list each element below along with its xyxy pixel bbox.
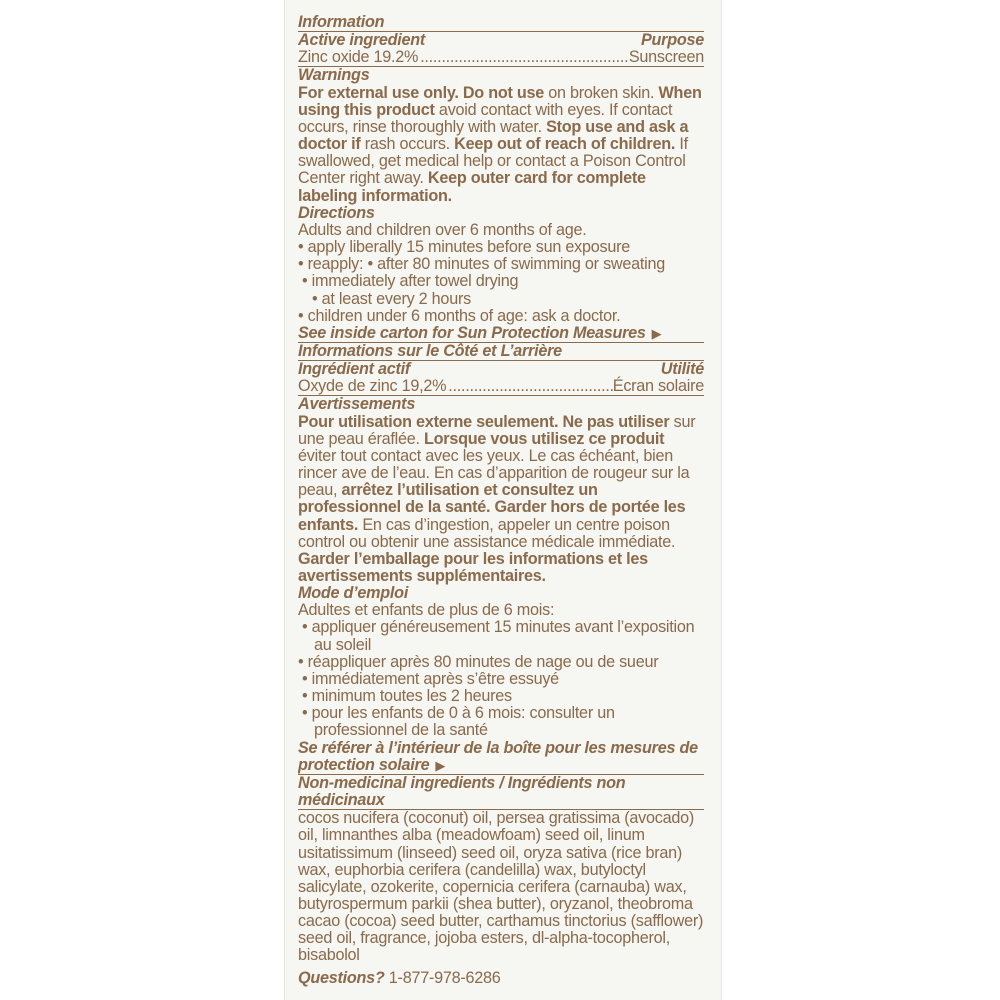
direction-item: • children under 6 months of age: ask a doctor. — [298, 306, 621, 325]
warning-bold: When using this product — [298, 83, 702, 119]
mode-emploi-title: Mode d’emploi — [298, 584, 409, 603]
information-title: Information — [298, 14, 385, 31]
warning-text: on broken skin. — [544, 83, 655, 102]
direction-item: • apply liberally 15 minutes before sun exposure — [298, 238, 631, 257]
leader-dots — [418, 49, 629, 66]
avertissements-title: Avertissements — [298, 395, 416, 414]
direction-subitem: • at least every 2 hours — [312, 289, 471, 308]
warning-text: avoid contact with eyes. If contact occurs, rinse thoroughly with water. — [298, 100, 673, 136]
mode-subitem: • immédiatement après s’être essuyé — [302, 669, 559, 688]
avertissements-text — [298, 414, 704, 586]
warning-bold: Pour utilisation externe seulement. Ne pas utiliser — [298, 412, 670, 431]
se-referer-note — [298, 740, 704, 774]
informations-fr-title: Informations sur le Côté et L’arrière — [298, 341, 562, 360]
se-referer-text: Se référer à l’intérieur de la boîte pour les mesures de protection solaire — [298, 738, 698, 774]
drug-facts-label — [298, 14, 704, 992]
ingredient-actif-row — [298, 378, 704, 395]
non-medicinal-title: Non-medicinal ingredients / Ingrédients non médicinaux — [298, 773, 626, 810]
warnings-title: Warnings — [298, 66, 370, 85]
warning-text: rash occurs. — [360, 135, 450, 154]
triangle-right-icon: ▶ — [435, 757, 446, 773]
utilite-header: Utilité — [660, 360, 704, 379]
mode-subitem: • minimum toutes les 2 heures — [302, 687, 512, 706]
see-inside-note — [298, 325, 704, 342]
mode-item: • réappliquer après 80 minutes de nage ou de sueur — [298, 652, 659, 671]
mode-item: • appliquer généreusement 15 minutes avant l’exposition au soleil — [302, 618, 695, 654]
warning-bold: Keep out of reach of children. — [449, 135, 676, 154]
triangle-right-icon: ▶ — [651, 325, 662, 341]
warning-text: sur une peau éraflée. — [298, 412, 696, 448]
active-ingredient-header-row — [298, 32, 704, 49]
directions-title: Directions — [298, 203, 375, 222]
mode-intro: Adultes et enfants de plus de 6 mois: — [298, 601, 555, 620]
warning-bold: For external use only. Do not use — [298, 83, 544, 102]
utilite: Écran solaire — [612, 377, 704, 396]
warning-bold: arrêtez l’utilisation et consultez un professionnel de la santé. Garder hors de portée les enfants. — [298, 481, 686, 534]
direction-subitem: • immediately after towel drying — [302, 272, 519, 291]
warning-text: If swallowed, get medical help or contact a Poison Control Center right away. — [298, 135, 688, 188]
leader-dots — [446, 378, 613, 395]
purpose-header: Purpose — [640, 31, 704, 50]
warning-bold: Garder l’emballage pour les informations et les avertissements supplémentaires. — [298, 549, 648, 585]
warning-text: éviter tout contact avec les yeux. Le cas échéant, bien rincer ave de l’eau. En cas d’apparition de rougeur sur la peau, — [298, 446, 690, 500]
questions-phone: 1-877-978-6286 — [388, 968, 501, 987]
warning-text: En cas d’ingestion, appeler un centre poison control ou obtenir une assistance médicale immédiate. — [298, 515, 676, 551]
directions-intro: Adults and children over 6 months of age. — [298, 220, 587, 239]
active-ingredient: Zinc oxide 19.2% — [298, 48, 419, 67]
warning-bold: Keep outer card for complete labeling information. — [298, 169, 646, 205]
see-inside-text: See inside carton for Sun Protection Measures — [298, 323, 646, 342]
warning-bold: Lorsque vous utilisez ce produit — [419, 429, 665, 448]
ingredient-actif-header: Ingrédient actif — [298, 360, 411, 379]
purpose: Sunscreen — [628, 48, 704, 67]
questions-line — [298, 970, 704, 987]
warnings-text — [298, 85, 704, 205]
direction-item: • reapply: • after 80 minutes of swimming or sweating — [298, 255, 665, 274]
active-ingredient-header: Active ingredient — [298, 31, 426, 50]
warning-bold: Stop use and ask a doctor if — [298, 117, 689, 154]
ingredient-actif: Oxyde de zinc 19,2% — [298, 377, 447, 396]
ingredients-list: cocos nucifera (coconut) oil, persea gratissima (avocado) oil, limnanthes alba (meadowfoam) seed oil, linum usitatissimum (linseed) seed oil, oryza sativa (rice bran) wax, euphorbia cerifera (candelilla) wax, butyloctyl salicylate, ozokerite, copernicia cerifera (carnauba) wax, butyrospermum parkii (shea butter), oryzanol, theobroma cacao (cocoa) seed butter, carthamus tinctorius (safflower) seed oil, fragrance, jojoba esters, dl-alpha-tocopherol, bisabolol — [298, 809, 704, 965]
ingredient-actif-header-row — [298, 361, 704, 378]
active-ingredient-row — [298, 49, 704, 66]
mode-item: • pour les enfants de 0 à 6 mois: consulter un professionnel de la santé — [302, 704, 615, 740]
questions-label: Questions? — [298, 968, 385, 987]
